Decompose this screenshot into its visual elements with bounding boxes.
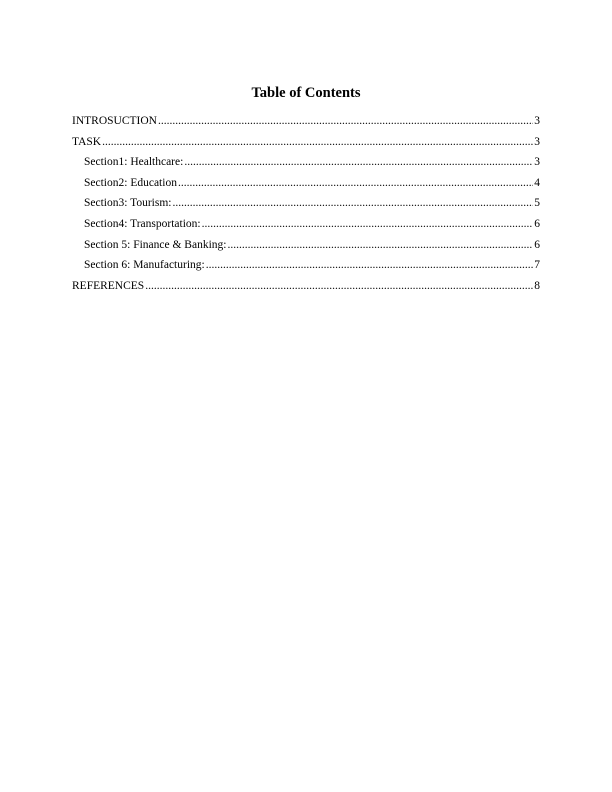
toc-entry-section5-finance-banking[interactable] [72, 238, 540, 259]
toc-entry-label: Section 5: Finance & Banking: [84, 238, 227, 251]
toc-entry-label: Section 6: Manufacturing: [84, 259, 205, 272]
toc-entry-label: Section3: Tourism: [84, 197, 172, 210]
toc-entry-label: INTROSUCTION [72, 115, 157, 127]
toc-entry-label: Section4: Transportation: [84, 217, 201, 230]
toc-dot-leader [178, 176, 533, 190]
toc-entry-page-number: 3 [534, 156, 540, 169]
toc-entry-page-number: 7 [534, 259, 540, 272]
toc-entry-section3-tourism[interactable] [72, 196, 540, 217]
toc-dot-leader [158, 114, 533, 128]
toc-entry-section4-transportation[interactable] [72, 217, 540, 238]
toc-entry-page-number: 6 [534, 217, 540, 230]
toc-entry-label: TASK [72, 135, 102, 148]
toc-entry-label: Section1: Healthcare: [84, 156, 184, 169]
toc-dot-leader [102, 135, 533, 149]
toc-entry-page-number: 3 [534, 115, 540, 127]
toc-entry-page-number: 3 [534, 135, 540, 148]
toc-entry-task[interactable] [72, 135, 540, 156]
toc-dot-leader [184, 155, 533, 169]
toc-entry-page-number: 4 [534, 176, 540, 189]
toc-dot-leader [227, 238, 533, 252]
toc-entry-references[interactable] [72, 279, 540, 300]
toc-list [72, 114, 540, 299]
toc-entry-label: Section2: Education [84, 176, 177, 189]
toc-entry-section2-education[interactable] [72, 176, 540, 197]
toc-dot-leader [202, 217, 534, 231]
toc-entry-section1-healthcare[interactable] [72, 155, 540, 176]
toc-dot-leader [206, 258, 534, 272]
toc-entry-page-number: 5 [534, 197, 540, 210]
toc-entry-page-number: 8 [534, 279, 540, 292]
toc-entry-section6-manufacturing[interactable] [72, 258, 540, 279]
toc-entry-page-number: 6 [534, 238, 540, 251]
toc-dot-leader [172, 196, 533, 210]
toc-dot-leader [145, 279, 533, 293]
toc-entry-label: REFERENCES [72, 279, 145, 292]
toc-title: Table of Contents [251, 85, 361, 101]
toc-entry-introsuction[interactable] [72, 114, 540, 135]
